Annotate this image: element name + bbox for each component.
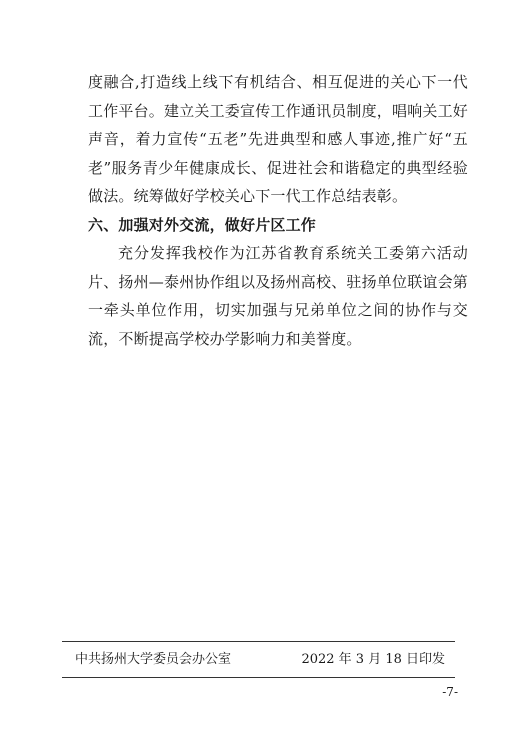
footer-print-date: 2022 年 3 月 18 日印发: [301, 652, 445, 667]
footer-issuer: 中共扬州大学委员会办公室: [75, 652, 232, 667]
page-number: -7-: [442, 685, 458, 699]
footer-bottom-rule: [62, 677, 455, 678]
paragraph-section-six: 充分发挥我校作为江苏省教育系统关工委第六活动片、扬州—泰州协作组以及扬州高校、驻扬单位联谊会第一牵头单位作用，切实加强与兄弟单位之间的协作与交流，不断提高学校办学影响力和美誉度。: [88, 244, 469, 348]
paragraph-continuation: 度融合,打造线上线下有机结合、相互促进的关心下一代工作平台。建立关工委宣传工作通讯员制度，唱响关工好声音，着力宣传“五老”先进典型和感人事迹,推广好“五老”服务青少年健康成长、促进社会和谐稳定的典型经验做法。统筹做好学校关心下一代工作总结表彰。: [88, 73, 469, 205]
document-body: [88, 68, 468, 353]
section-heading: 六、加强对外交流，做好片区工作: [88, 215, 317, 234]
footer-top-rule: [62, 641, 455, 642]
